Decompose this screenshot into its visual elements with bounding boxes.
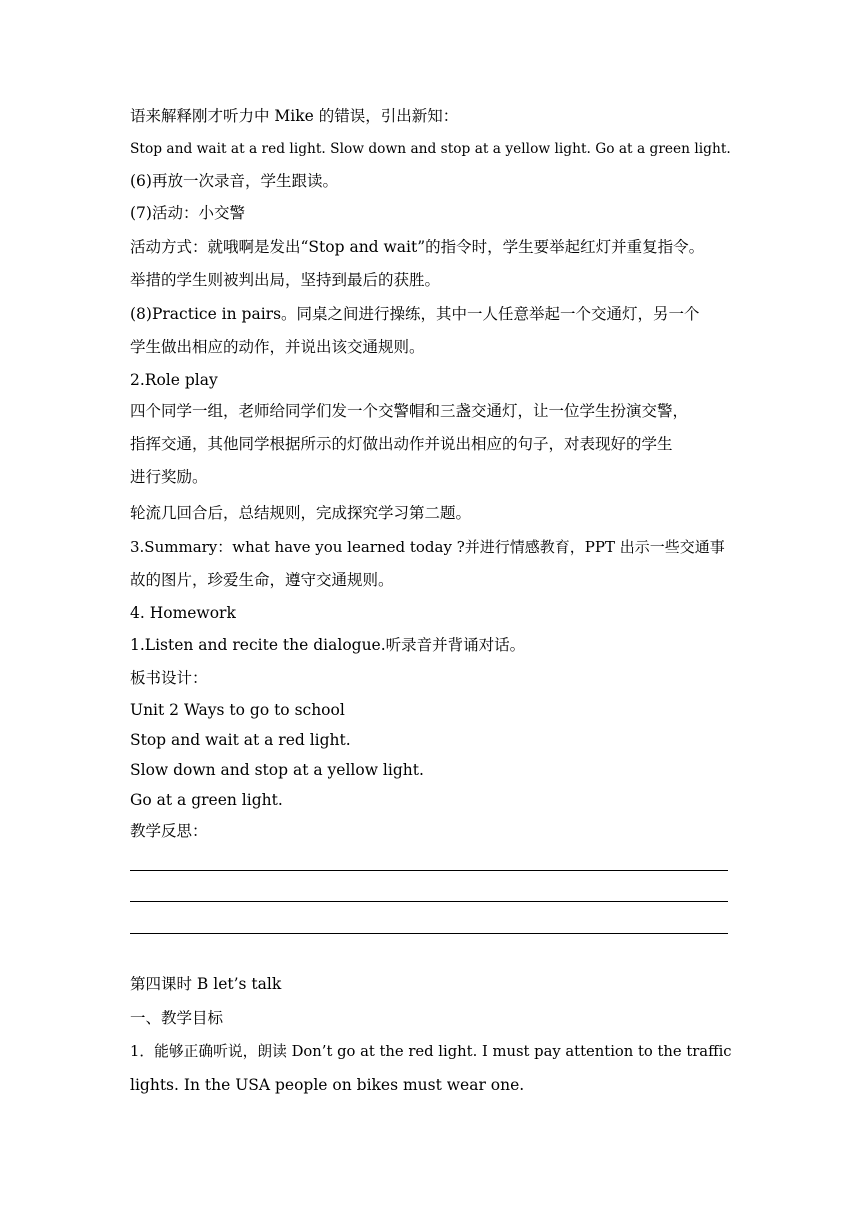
text-line: 轮流几回合后，总结规则，完成探究学习第二题。 bbox=[130, 504, 472, 522]
section-heading: 2.Role play bbox=[130, 371, 218, 389]
board-title: Unit 2 Ways to go to school bbox=[130, 701, 345, 719]
text-line: 1．能够正确听说，朗读 Don’t go at the red light. I must pay attention to the traffic bbox=[130, 1043, 732, 1060]
text-line: 指挥交通，其他同学根据所示的灯做出动作并说出相应的句子，对表现好的学生 bbox=[130, 435, 673, 453]
text-line: 教学反思： bbox=[130, 822, 208, 840]
lesson-title: 第四课时 B let’s talk bbox=[130, 975, 282, 993]
text-line: 进行奖励。 bbox=[130, 468, 208, 486]
text-line: 1.Listen and recite the dialogue.听录音并背诵对话。 bbox=[130, 636, 526, 654]
board-line: Stop and wait at a red light. bbox=[130, 731, 351, 749]
section-heading: 4. Homework bbox=[130, 604, 236, 622]
text-line: (7)活动：小交警 bbox=[130, 204, 245, 222]
text-line: 3.Summary：what have you learned today ?并进行情感教育，PPT 出示一些交通事 bbox=[130, 538, 725, 556]
text-line: 语来解释刚才听力中 Mike 的错误，引出新知： bbox=[130, 107, 459, 125]
text-line: lights. In the USA people on bikes must wear one. bbox=[130, 1076, 525, 1094]
text-line: 举措的学生则被判出局，坚持到最后的获胜。 bbox=[130, 271, 441, 289]
section-heading: 一、教学目标 bbox=[130, 1009, 224, 1027]
text-line: (6)再放一次录音，学生跟读。 bbox=[130, 172, 338, 190]
text-line: 四个同学一组，老师给同学们发一个交警帽和三盏交通灯，让一位学生扮演交警， bbox=[130, 402, 689, 420]
text-line: (8)Practice in pairs。同桌之间进行操练，其中一人任意举起一个交通灯，另一个 bbox=[130, 305, 700, 323]
board-line: Slow down and stop at a yellow light. bbox=[130, 761, 424, 779]
text-line: 活动方式：就哦啊是发出“Stop and wait”的指令时，学生要举起红灯并重复指令。 bbox=[130, 238, 705, 256]
text-line: 板书设计： bbox=[130, 669, 208, 687]
text-line: 故的图片，珍爱生命，遵守交通规则。 bbox=[130, 571, 394, 589]
reflection-blank-line bbox=[130, 901, 728, 902]
text-line: 学生做出相应的动作，并说出该交通规则。 bbox=[130, 338, 425, 356]
reflection-blank-line bbox=[130, 933, 728, 934]
board-line: Go at a green light. bbox=[130, 791, 283, 809]
reflection-blank-line bbox=[130, 870, 728, 871]
text-line: Stop and wait at a red light. Slow down and stop at a yellow light. Go at a green light. bbox=[130, 141, 731, 157]
